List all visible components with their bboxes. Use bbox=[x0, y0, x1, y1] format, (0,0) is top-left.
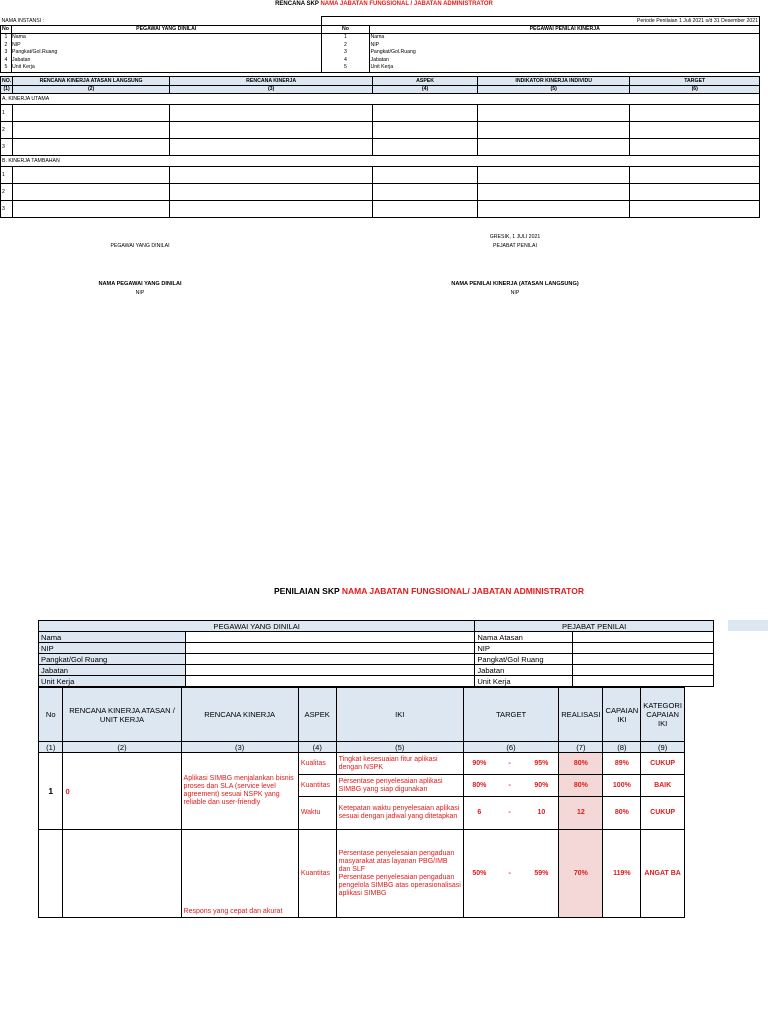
header-rencana-kinerja: RENCANA KINERJA bbox=[181, 688, 298, 742]
field-label-right: Unit Kerja bbox=[475, 676, 573, 687]
row-number: 2 bbox=[1, 122, 13, 139]
field-number: 1 bbox=[344, 34, 347, 40]
nip-pegawai-signature: NIP bbox=[135, 290, 145, 296]
col-header-no: NO. bbox=[2, 77, 12, 84]
pegawai-penilai-header: PEGAWAI PENILAI KINERJA bbox=[370, 25, 760, 34]
field-number: 3 bbox=[344, 49, 347, 56]
field-number: 5 bbox=[344, 64, 347, 71]
field-label: Jabatan bbox=[370, 56, 389, 63]
kategori-value: ANGAT BA bbox=[641, 830, 685, 918]
nama-pegawai-signature: NAMA PEGAWAI YANG DINILAI bbox=[98, 281, 182, 287]
col-number: (2) bbox=[63, 742, 181, 753]
col-header-iki: INDIKATOR KINERJA INDIVIDU bbox=[477, 77, 630, 86]
target-dash: - bbox=[495, 797, 525, 830]
iki-value: Ketepatan waktu penyelesaian aplikasi sesuai dengan jadwal yang ditetapkan bbox=[336, 797, 463, 830]
field-label: Unit Kerja bbox=[11, 64, 35, 71]
target-dash: - bbox=[495, 830, 525, 918]
realisasi-value: 12 bbox=[559, 797, 603, 830]
field-label: Unit Kerja bbox=[370, 64, 394, 71]
target-max: 59% bbox=[525, 830, 559, 918]
rencana-kinerja-value: Aplikasi SIMBG menjalankan bisnis proses dan SLA (service level agreement) sesuai NSPK yang reliable dan user-friendly bbox=[181, 753, 298, 830]
row-number: 1 bbox=[39, 753, 63, 830]
section-kinerja-tambahan: B. KINERJA TAMBAHAN bbox=[1, 156, 760, 167]
col-number: (4) bbox=[373, 85, 478, 94]
penilaian-identity-table bbox=[38, 620, 714, 687]
row-number: 3 bbox=[1, 201, 13, 218]
aspek-value: Kuantitas bbox=[298, 830, 336, 918]
nama-penilai-signature: NAMA PENILAI KINERJA (ATASAN LANGSUNG) bbox=[451, 281, 579, 287]
penilaian-title bbox=[0, 586, 768, 596]
section-kinerja-utama: A. KINERJA UTAMA bbox=[1, 94, 760, 105]
target-max: 10 bbox=[525, 797, 559, 830]
kategori-value: CUKUP bbox=[641, 797, 685, 830]
field-label: NIP bbox=[11, 41, 21, 48]
row-number: 2 bbox=[1, 184, 13, 201]
col-number: (6) bbox=[463, 742, 558, 753]
periode-penilaian: Periode Penilaian 1 Juli 2021 s/d 31 Desember 2021 bbox=[321, 17, 759, 26]
field-label-left: Jabatan bbox=[39, 665, 186, 676]
iki-value: Tingkat kesesuaian fitur aplikasi dengan NSPK bbox=[336, 753, 463, 775]
col-header-aspek: ASPEK bbox=[373, 77, 478, 86]
field-label: Jabatan bbox=[11, 56, 31, 63]
capaian-value: 100% bbox=[603, 775, 641, 797]
field-number: 2 bbox=[344, 41, 347, 48]
rencana-atasan-value: 0 bbox=[63, 753, 181, 830]
rencana-title-red: NAMA JABATAN FUNGSIONAL / JABATAN ADMINISTRATOR bbox=[320, 1, 493, 7]
field-number: 3 bbox=[4, 49, 8, 56]
field-label: Nama bbox=[370, 34, 385, 40]
realisasi-value: 80% bbox=[559, 775, 603, 797]
pegawai-dinilai-header: PEGAWAI YANG DINILAI bbox=[39, 621, 475, 632]
pegawai-dinilai-header: PEGAWAI YANG DINILAI bbox=[11, 25, 321, 34]
kategori-value: CUKUP bbox=[641, 753, 685, 775]
iki-value: Persentase penyelesaian pengaduan masyarakat atas layanan PBG/IMB dan SLF Persentase penyelesaian pengaduan pengelola SIMBG atas operasionalisasi aplikasi SIMBG bbox=[336, 830, 463, 918]
capaian-value: 119% bbox=[603, 830, 641, 918]
field-number: 4 bbox=[344, 56, 347, 63]
col-header-rencana: RENCANA KINERJA bbox=[169, 77, 372, 86]
field-label: Nama bbox=[11, 34, 26, 40]
header-iki: IKI bbox=[336, 688, 463, 742]
field-label: NIP bbox=[370, 41, 380, 48]
field-number: 1 bbox=[4, 34, 8, 40]
field-label: Pangkat/Gol.Ruang bbox=[11, 49, 58, 56]
rencana-kinerja-value: Respons yang cepat dan akurat bbox=[181, 830, 298, 918]
rencana-title-prefix: RENCANA SKP bbox=[275, 1, 321, 7]
field-number: 2 bbox=[4, 41, 8, 48]
col-number: (9) bbox=[641, 742, 685, 753]
page-cutoff bbox=[0, 920, 768, 1024]
nip-penilai-signature: NIP bbox=[510, 290, 520, 296]
col-number: (5) bbox=[336, 742, 463, 753]
col-number: (1) bbox=[1, 85, 13, 94]
penilaian-title-prefix: PENILAIAN SKP bbox=[274, 586, 342, 596]
place-date: GRESIK, 1 JULI 2021 bbox=[489, 234, 541, 240]
col-number: (4) bbox=[298, 742, 336, 753]
aspek-value: Kualitas bbox=[298, 753, 336, 775]
target-min: 90% bbox=[463, 753, 494, 775]
field-number: 5 bbox=[4, 64, 8, 71]
field-label-right: NIP bbox=[475, 643, 573, 654]
target-min: 80% bbox=[463, 775, 494, 797]
rencana-identity-table bbox=[0, 16, 760, 73]
rencana-kinerja-table bbox=[0, 76, 760, 218]
col-number: (6) bbox=[630, 85, 760, 94]
field-label-right: Jabatan bbox=[475, 665, 573, 676]
rencana-title bbox=[0, 0, 768, 8]
header-kategori: KATEGORI CAPAIAN IKI bbox=[641, 688, 685, 742]
capaian-value: 80% bbox=[603, 797, 641, 830]
target-max: 90% bbox=[525, 775, 559, 797]
col-number: (2) bbox=[13, 85, 170, 94]
field-label: Pangkat/Gol.Ruang bbox=[370, 49, 416, 56]
col-number: (7) bbox=[559, 742, 603, 753]
aspek-value: Kuantitas bbox=[298, 775, 336, 797]
target-max: 95% bbox=[525, 753, 559, 775]
pejabat-penilai-label: PEJABAT PENILAI bbox=[493, 243, 537, 249]
field-number: 4 bbox=[4, 56, 8, 63]
row-number: 1 bbox=[1, 105, 13, 122]
header-target: TARGET bbox=[463, 688, 558, 742]
pejabat-penilai-header: PEJABAT PENILAI bbox=[475, 621, 714, 632]
field-label-left: Nama bbox=[39, 632, 186, 643]
no-header-right: No bbox=[321, 25, 370, 34]
header-realisasi: REALISASI bbox=[559, 688, 603, 742]
field-label-left: Unit Kerja bbox=[39, 676, 186, 687]
target-dash: - bbox=[495, 753, 525, 775]
no-header: No bbox=[1, 25, 12, 34]
nama-instansi: NAMA INSTANSI : bbox=[1, 17, 322, 26]
col-number: (5) bbox=[477, 85, 630, 94]
col-number: (3) bbox=[169, 85, 372, 94]
field-label-left: NIP bbox=[39, 643, 186, 654]
row-number: 1 bbox=[1, 167, 13, 184]
field-label-left: Pangkat/Gol Ruang bbox=[39, 654, 186, 665]
capaian-value: 89% bbox=[603, 753, 641, 775]
header-extension-fill bbox=[728, 620, 768, 631]
field-label-right: Nama Atasan bbox=[475, 632, 573, 643]
realisasi-value: 70% bbox=[559, 830, 603, 918]
col-number: (3) bbox=[181, 742, 298, 753]
col-number: (1) bbox=[39, 742, 63, 753]
target-dash: - bbox=[495, 775, 525, 797]
target-min: 50% bbox=[463, 830, 494, 918]
header-aspek: ASPEK bbox=[298, 688, 336, 742]
aspek-value: Waktu bbox=[298, 797, 336, 830]
pegawai-dinilai-label: PEGAWAI YANG DINILAI bbox=[110, 243, 170, 249]
iki-value: Persentase penyelesaian aplikasi SIMBG yang siap digunakan bbox=[336, 775, 463, 797]
realisasi-value: 80% bbox=[559, 753, 603, 775]
header-no: No bbox=[39, 688, 63, 742]
col-number: (8) bbox=[603, 742, 641, 753]
row-number: 3 bbox=[1, 139, 13, 156]
header-capaian: CAPAIAN IKI bbox=[603, 688, 641, 742]
col-header-target: TARGET bbox=[630, 77, 760, 86]
col-header-atasan: RENCANA KINERJA ATASAN LANGSUNG bbox=[13, 77, 170, 86]
kategori-value: BAIK bbox=[641, 775, 685, 797]
header-rencana-atasan: RENCANA KINERJA ATASAN / UNIT KERJA bbox=[63, 688, 181, 742]
target-min: 6 bbox=[463, 797, 494, 830]
field-label-right: Pangkat/Gol Ruang bbox=[475, 654, 573, 665]
penilaian-kinerja-table bbox=[38, 687, 685, 918]
penilaian-title-red: NAMA JABATAN FUNGSIONAL/ JABATAN ADMINISTRATOR bbox=[341, 586, 584, 596]
